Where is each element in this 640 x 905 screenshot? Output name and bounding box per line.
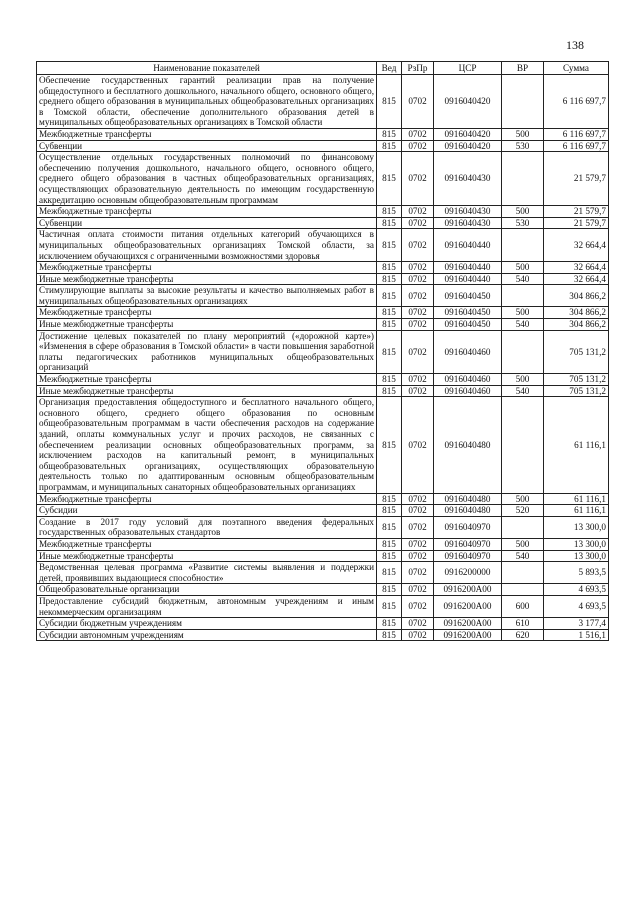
table-row [37,550,609,562]
row-vr: 500 [502,307,544,319]
row-csr: 0916040420 [434,128,502,140]
row-sum: 6 116 697,7 [544,128,609,140]
row-name: Межбюджетные трансферты [37,374,377,386]
table-row [37,505,609,517]
row-ved: 815 [377,140,402,152]
row-ved: 815 [377,505,402,517]
row-rzpr: 0702 [402,538,434,550]
header-ved: Вед [377,62,402,75]
table-row [37,385,609,397]
row-name: Межбюджетные трансферты [37,538,377,550]
row-rzpr: 0702 [402,330,434,373]
row-sum: 4 693,5 [544,595,609,617]
row-ved: 815 [377,152,402,206]
row-ved: 815 [377,385,402,397]
row-sum: 32 664,4 [544,262,609,274]
table-row [37,584,609,596]
row-ved: 815 [377,307,402,319]
row-name: Частичная оплата стоимости питания отдельных категорий обучающихся в муниципальных общеобразовательных организациях Томской области, за исключением обучающихся с ограниченными возможностями здоровья [37,229,377,262]
row-ved: 815 [377,217,402,229]
row-csr: 0916040440 [434,229,502,262]
budget-table [36,61,609,641]
row-name: Межбюджетные трансферты [37,307,377,319]
row-ved: 815 [377,330,402,373]
row-name: Обеспечение государственных гарантий реализации прав на получение общедоступного и бесплатного дошкольного, начального общего, основного общего, среднего общего образования в муниципальных общеобразовательных организациях в Томской области, обеспечение дополнительного образования детей в муниципальных общеобразовательных организациях в Томской области [37,75,377,129]
row-name: Субсидии автономным учреждениям [37,629,377,641]
header-sum: Сумма [544,62,609,75]
row-sum: 3 177,4 [544,618,609,630]
row-sum: 13 300,0 [544,550,609,562]
row-sum: 61 116,1 [544,397,609,493]
row-vr [502,584,544,596]
row-ved: 815 [377,319,402,331]
row-ved: 815 [377,595,402,617]
table-row [37,217,609,229]
row-ved: 815 [377,516,402,538]
row-rzpr: 0702 [402,319,434,331]
row-rzpr: 0702 [402,217,434,229]
row-rzpr: 0702 [402,273,434,285]
row-ved: 815 [377,285,402,307]
table-row [37,374,609,386]
header-csr: ЦСР [434,62,502,75]
row-csr: 0916040460 [434,385,502,397]
row-csr: 0916040450 [434,285,502,307]
table-row [37,397,609,493]
row-csr: 0916200000 [434,562,502,584]
row-sum: 304 866,2 [544,319,609,331]
row-name: Иные межбюджетные трансферты [37,385,377,397]
row-sum: 21 579,7 [544,217,609,229]
row-csr: 0916040430 [434,217,502,229]
row-sum: 705 131,2 [544,330,609,373]
header-name: Наименование показателей [37,62,377,75]
row-name: Осуществление отдельных государственных полномочий по финансовому обеспечению получения дошкольного, начального общего, основного общего, среднего общего образования в частных общеобразовательных организациях, осуществляющих образовательную деятельность по имеющим государственную аккредитацию основным общеобразовательным программам [37,152,377,206]
row-csr: 0916040430 [434,206,502,218]
row-rzpr: 0702 [402,229,434,262]
table-row [37,128,609,140]
row-name: Межбюджетные трансферты [37,206,377,218]
row-sum: 705 131,2 [544,385,609,397]
row-csr: 0916040970 [434,538,502,550]
row-rzpr: 0702 [402,140,434,152]
row-vr [502,285,544,307]
row-rzpr: 0702 [402,206,434,218]
table-row [37,493,609,505]
row-sum: 13 300,0 [544,516,609,538]
row-name: Межбюджетные трансферты [37,262,377,274]
row-rzpr: 0702 [402,584,434,596]
row-csr: 0916040970 [434,516,502,538]
row-name: Иные межбюджетные трансферты [37,319,377,331]
row-ved: 815 [377,262,402,274]
table-row [37,629,609,641]
row-vr [502,562,544,584]
row-rzpr: 0702 [402,595,434,617]
row-csr: 0916040430 [434,152,502,206]
row-rzpr: 0702 [402,550,434,562]
row-vr [502,330,544,373]
row-name: Ведомственная целевая программа «Развитие системы выявления и поддержки детей, проявивших выдающиеся способности» [37,562,377,584]
row-rzpr: 0702 [402,505,434,517]
table-body [37,75,609,641]
row-vr: 610 [502,618,544,630]
row-ved: 815 [377,584,402,596]
row-csr: 0916040420 [434,140,502,152]
table-row [37,538,609,550]
row-rzpr: 0702 [402,152,434,206]
table-row [37,516,609,538]
row-name: Субсидии бюджетным учреждениям [37,618,377,630]
row-vr: 620 [502,629,544,641]
row-sum: 13 300,0 [544,538,609,550]
header-vr: ВР [502,62,544,75]
row-name: Общеобразовательные организации [37,584,377,596]
page-number: 138 [566,38,584,52]
row-ved: 815 [377,493,402,505]
row-vr [502,75,544,129]
row-name: Достижение целевых показателей по плану мероприятий («дорожной карте») «Изменения в сфере образования в Томской области» в части повышения заработной платы педагогических работников муниципальных общеобразовательных организаций [37,330,377,373]
row-sum: 5 893,5 [544,562,609,584]
table-row [37,562,609,584]
row-ved: 815 [377,550,402,562]
row-sum: 21 579,7 [544,152,609,206]
row-csr: 0916040440 [434,273,502,285]
row-rzpr: 0702 [402,307,434,319]
row-sum: 1 516,1 [544,629,609,641]
row-ved: 815 [377,562,402,584]
row-ved: 815 [377,206,402,218]
row-ved: 815 [377,229,402,262]
row-rzpr: 0702 [402,385,434,397]
table-row [37,307,609,319]
row-vr: 530 [502,140,544,152]
row-csr: 0916040460 [434,330,502,373]
row-csr: 0916040460 [434,374,502,386]
row-rzpr: 0702 [402,618,434,630]
row-sum: 4 693,5 [544,584,609,596]
table-row [37,330,609,373]
table-row [37,206,609,218]
row-csr: 0916040480 [434,397,502,493]
row-name: Стимулирующие выплаты за высокие результаты и качество выполняемых работ в муниципальных общеобразовательных организациях [37,285,377,307]
row-vr: 540 [502,385,544,397]
row-rzpr: 0702 [402,285,434,307]
row-name: Иные межбюджетные трансферты [37,273,377,285]
row-sum: 32 664,4 [544,273,609,285]
table-row [37,618,609,630]
row-ved: 815 [377,75,402,129]
row-name: Предоставление субсидий бюджетным, автономным учреждениям и иным некоммерческим организациям [37,595,377,617]
row-vr: 520 [502,505,544,517]
row-ved: 815 [377,618,402,630]
table-row [37,319,609,331]
row-name: Иные межбюджетные трансферты [37,550,377,562]
table-row [37,152,609,206]
row-name: Субсидии [37,505,377,517]
row-name: Межбюджетные трансферты [37,128,377,140]
row-csr: 0916040420 [434,75,502,129]
row-vr: 540 [502,550,544,562]
row-sum: 6 116 697,7 [544,75,609,129]
row-vr [502,229,544,262]
row-rzpr: 0702 [402,262,434,274]
row-csr: 0916040450 [434,307,502,319]
row-csr: 0916200А00 [434,618,502,630]
row-vr: 530 [502,217,544,229]
row-rzpr: 0702 [402,629,434,641]
row-csr: 0916040480 [434,505,502,517]
table-row [37,285,609,307]
row-rzpr: 0702 [402,75,434,129]
row-vr [502,152,544,206]
row-rzpr: 0702 [402,493,434,505]
row-csr: 0916040480 [434,493,502,505]
row-rzpr: 0702 [402,374,434,386]
row-sum: 61 116,1 [544,493,609,505]
row-ved: 815 [377,397,402,493]
row-sum: 32 664,4 [544,229,609,262]
row-rzpr: 0702 [402,397,434,493]
row-sum: 21 579,7 [544,206,609,218]
row-name: Субвенции [37,217,377,229]
row-vr: 540 [502,319,544,331]
table-header-row [37,62,609,75]
table-row [37,273,609,285]
row-sum: 6 116 697,7 [544,140,609,152]
header-rzpr: РзПр [402,62,434,75]
table-row [37,595,609,617]
row-csr: 0916040440 [434,262,502,274]
row-csr: 0916040450 [434,319,502,331]
table-row [37,75,609,129]
row-csr: 0916200А00 [434,629,502,641]
row-name: Межбюджетные трансферты [37,493,377,505]
table-row [37,262,609,274]
row-ved: 815 [377,374,402,386]
row-vr: 540 [502,273,544,285]
row-name: Создание в 2017 году условий для поэтапного введения федеральных государственных образовательных стандартов [37,516,377,538]
row-name: Организация предоставления общедоступного и бесплатного начального общего, основного общего, среднего общего образования по основным общеобразовательным программам в части обеспечения расходов на содержание зданий, оплаты коммунальных услуг и прочих расходов, не связанных с обеспечением реализации основных общеобразовательных программ, за исключением расходов на капитальный ремонт, в муниципальных общеобразовательных организациях, осуществляющих образовательную деятельность только по адаптированным основным общеобразовательным программам, и муниципальных санаторных общеобразовательных организациях [37,397,377,493]
row-vr: 600 [502,595,544,617]
row-ved: 815 [377,629,402,641]
row-ved: 815 [377,128,402,140]
row-vr: 500 [502,128,544,140]
row-csr: 0916040970 [434,550,502,562]
row-ved: 815 [377,538,402,550]
row-csr: 0916200А00 [434,584,502,596]
row-sum: 304 866,2 [544,285,609,307]
row-ved: 815 [377,273,402,285]
row-vr: 500 [502,493,544,505]
row-sum: 61 116,1 [544,505,609,517]
row-vr: 500 [502,374,544,386]
row-name: Субвенции [37,140,377,152]
row-vr: 500 [502,262,544,274]
row-rzpr: 0702 [402,562,434,584]
row-vr [502,516,544,538]
row-vr: 500 [502,538,544,550]
table-row [37,140,609,152]
row-vr [502,397,544,493]
row-csr: 0916200А00 [434,595,502,617]
row-sum: 304 866,2 [544,307,609,319]
row-rzpr: 0702 [402,516,434,538]
row-rzpr: 0702 [402,128,434,140]
row-sum: 705 131,2 [544,374,609,386]
table-row [37,229,609,262]
row-vr: 500 [502,206,544,218]
